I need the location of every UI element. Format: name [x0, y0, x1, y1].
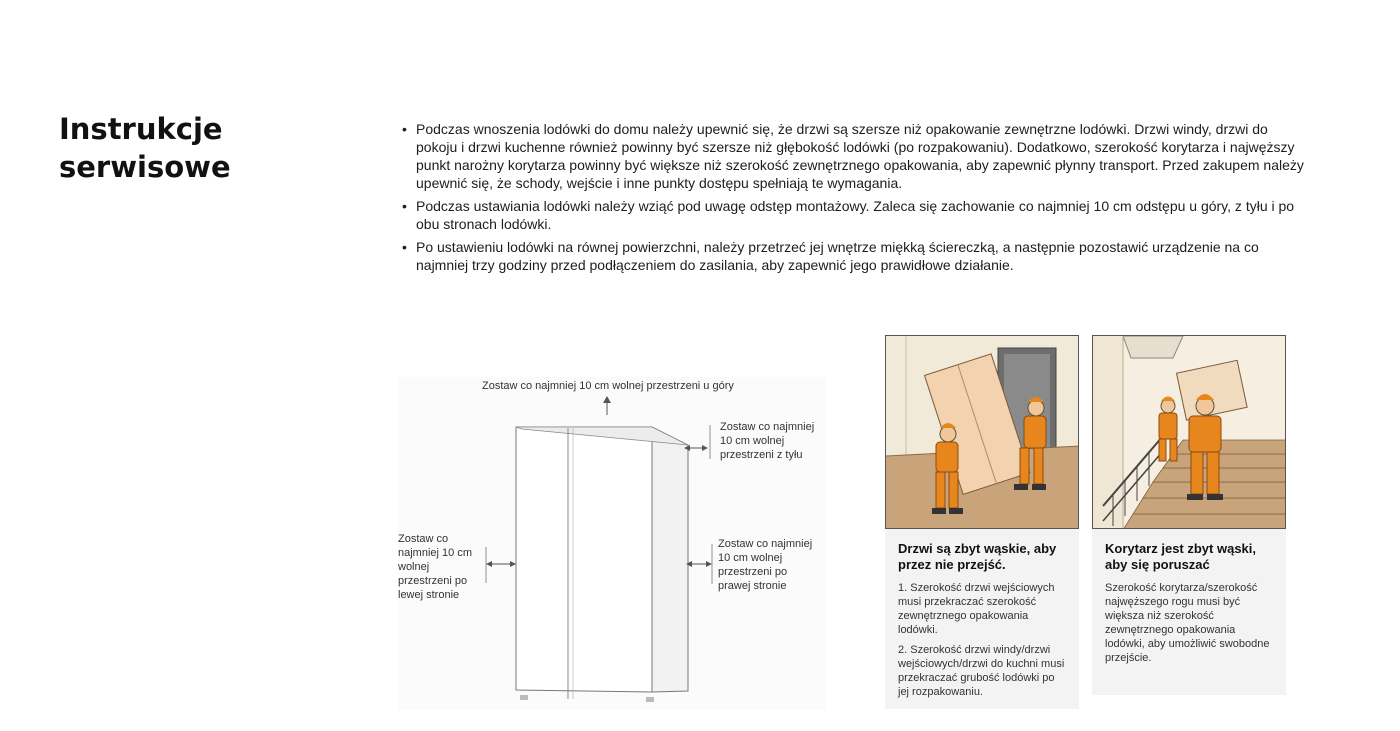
- narrow-door-paragraph: 1. Szerokość drzwi wejściowych musi przekraczać szerokość zewnętrznego opakowania lodówki.: [898, 582, 1055, 636]
- right-clearance-label: [718, 537, 812, 593]
- left-clearance-line: Zostaw co: [398, 533, 449, 545]
- page-title-line-2: serwisowe: [59, 150, 231, 184]
- left-clearance-line: wolnej: [398, 561, 430, 573]
- back-clearance-line: 10 cm wolnej: [720, 435, 785, 447]
- left-clearance-line: najmniej 10 cm: [398, 547, 472, 559]
- left-clearance-line: lewej stronie: [398, 589, 460, 601]
- instruction-list: [400, 120, 1305, 279]
- page-title: [59, 110, 319, 186]
- narrow-corridor-title: Korytarz jest zbyt wąski, aby się poruszać: [1105, 541, 1256, 572]
- back-clearance-line: przestrzeni z tyłu: [720, 449, 803, 461]
- right-clearance-line: przestrzeni po: [718, 566, 788, 578]
- narrow-corridor-text: [1105, 581, 1275, 671]
- narrow-door-paragraph: 2. Szerokość drzwi windy/drzwi wejściowych/drzwi do kuchni musi przekraczać grubość lodówki po jej rozpakowaniu.: [898, 644, 1065, 698]
- instruction-item-wait: • Po ustawieniu lodówki na równej powierzchni, należy przetrzeć jej wnętrze miękką ściereczką, a następnie pozostawić urządzenie na co najmniej trzy godziny przed podłączeniem do zasilania, aby zapewnić jego prawidłowe działanie.: [400, 238, 1305, 274]
- back-clearance-label: [720, 420, 814, 462]
- instruction-item-clearance: • Podczas ustawiania lodówki należy wziąć pod uwagę odstęp montażowy. Zaleca się zachowanie co najmniej 10 cm odstępu u góry, z tyłu i po obu stronach lodówki.: [400, 197, 1305, 233]
- page-title-line-1: Instrukcje: [59, 112, 223, 146]
- clearance-diagram: [398, 377, 826, 710]
- narrow-corridor-illustration: [1092, 335, 1286, 529]
- left-clearance-line: przestrzeni po: [398, 575, 468, 587]
- narrow-door-title: Drzwi są zbyt wąskie, aby przez nie przejść.: [898, 541, 1057, 572]
- right-clearance-line: prawej stronie: [718, 580, 787, 592]
- narrow-door-text: [898, 581, 1068, 705]
- instruction-item-doors: • Podczas wnoszenia lodówki do domu należy upewnić się, że drzwi są szersze niż opakowanie zewnętrzne lodówki. Drzwi windy, drzwi do pokoju i drzwi kuchenne również powinny być szersze niż głębokość lodówki (po rozpakowaniu). Dodatkowo, szerokość korytarza i najwęższy punkt narożny korytarza powinny być większe niż szerokość zewnętrznego opakowania, aby zapewnić płynny transport. Przed zakupem należy upewnić się, że schody, wejście i inne punkty dostępu spełniają te wymagania.: [400, 120, 1305, 192]
- back-clearance-line: Zostaw co najmniej: [720, 421, 815, 433]
- right-clearance-line: 10 cm wolnej: [718, 552, 783, 564]
- left-clearance-label: [398, 532, 472, 602]
- top-clearance-label: Zostaw co najmniej 10 cm wolnej przestrzeni u góry: [482, 380, 734, 392]
- narrow-door-illustration: [885, 335, 1079, 529]
- narrow-corridor-paragraph: Szerokość korytarza/szerokość najwęższego rogu musi być większa niż szerokość zewnętrznego opakowania lodówki, aby umożliwić swobodne przejście.: [1105, 582, 1270, 664]
- narrow-corridor-card: [1092, 335, 1286, 695]
- right-clearance-line: Zostaw co najmniej: [718, 538, 813, 550]
- narrow-door-card: [885, 335, 1079, 709]
